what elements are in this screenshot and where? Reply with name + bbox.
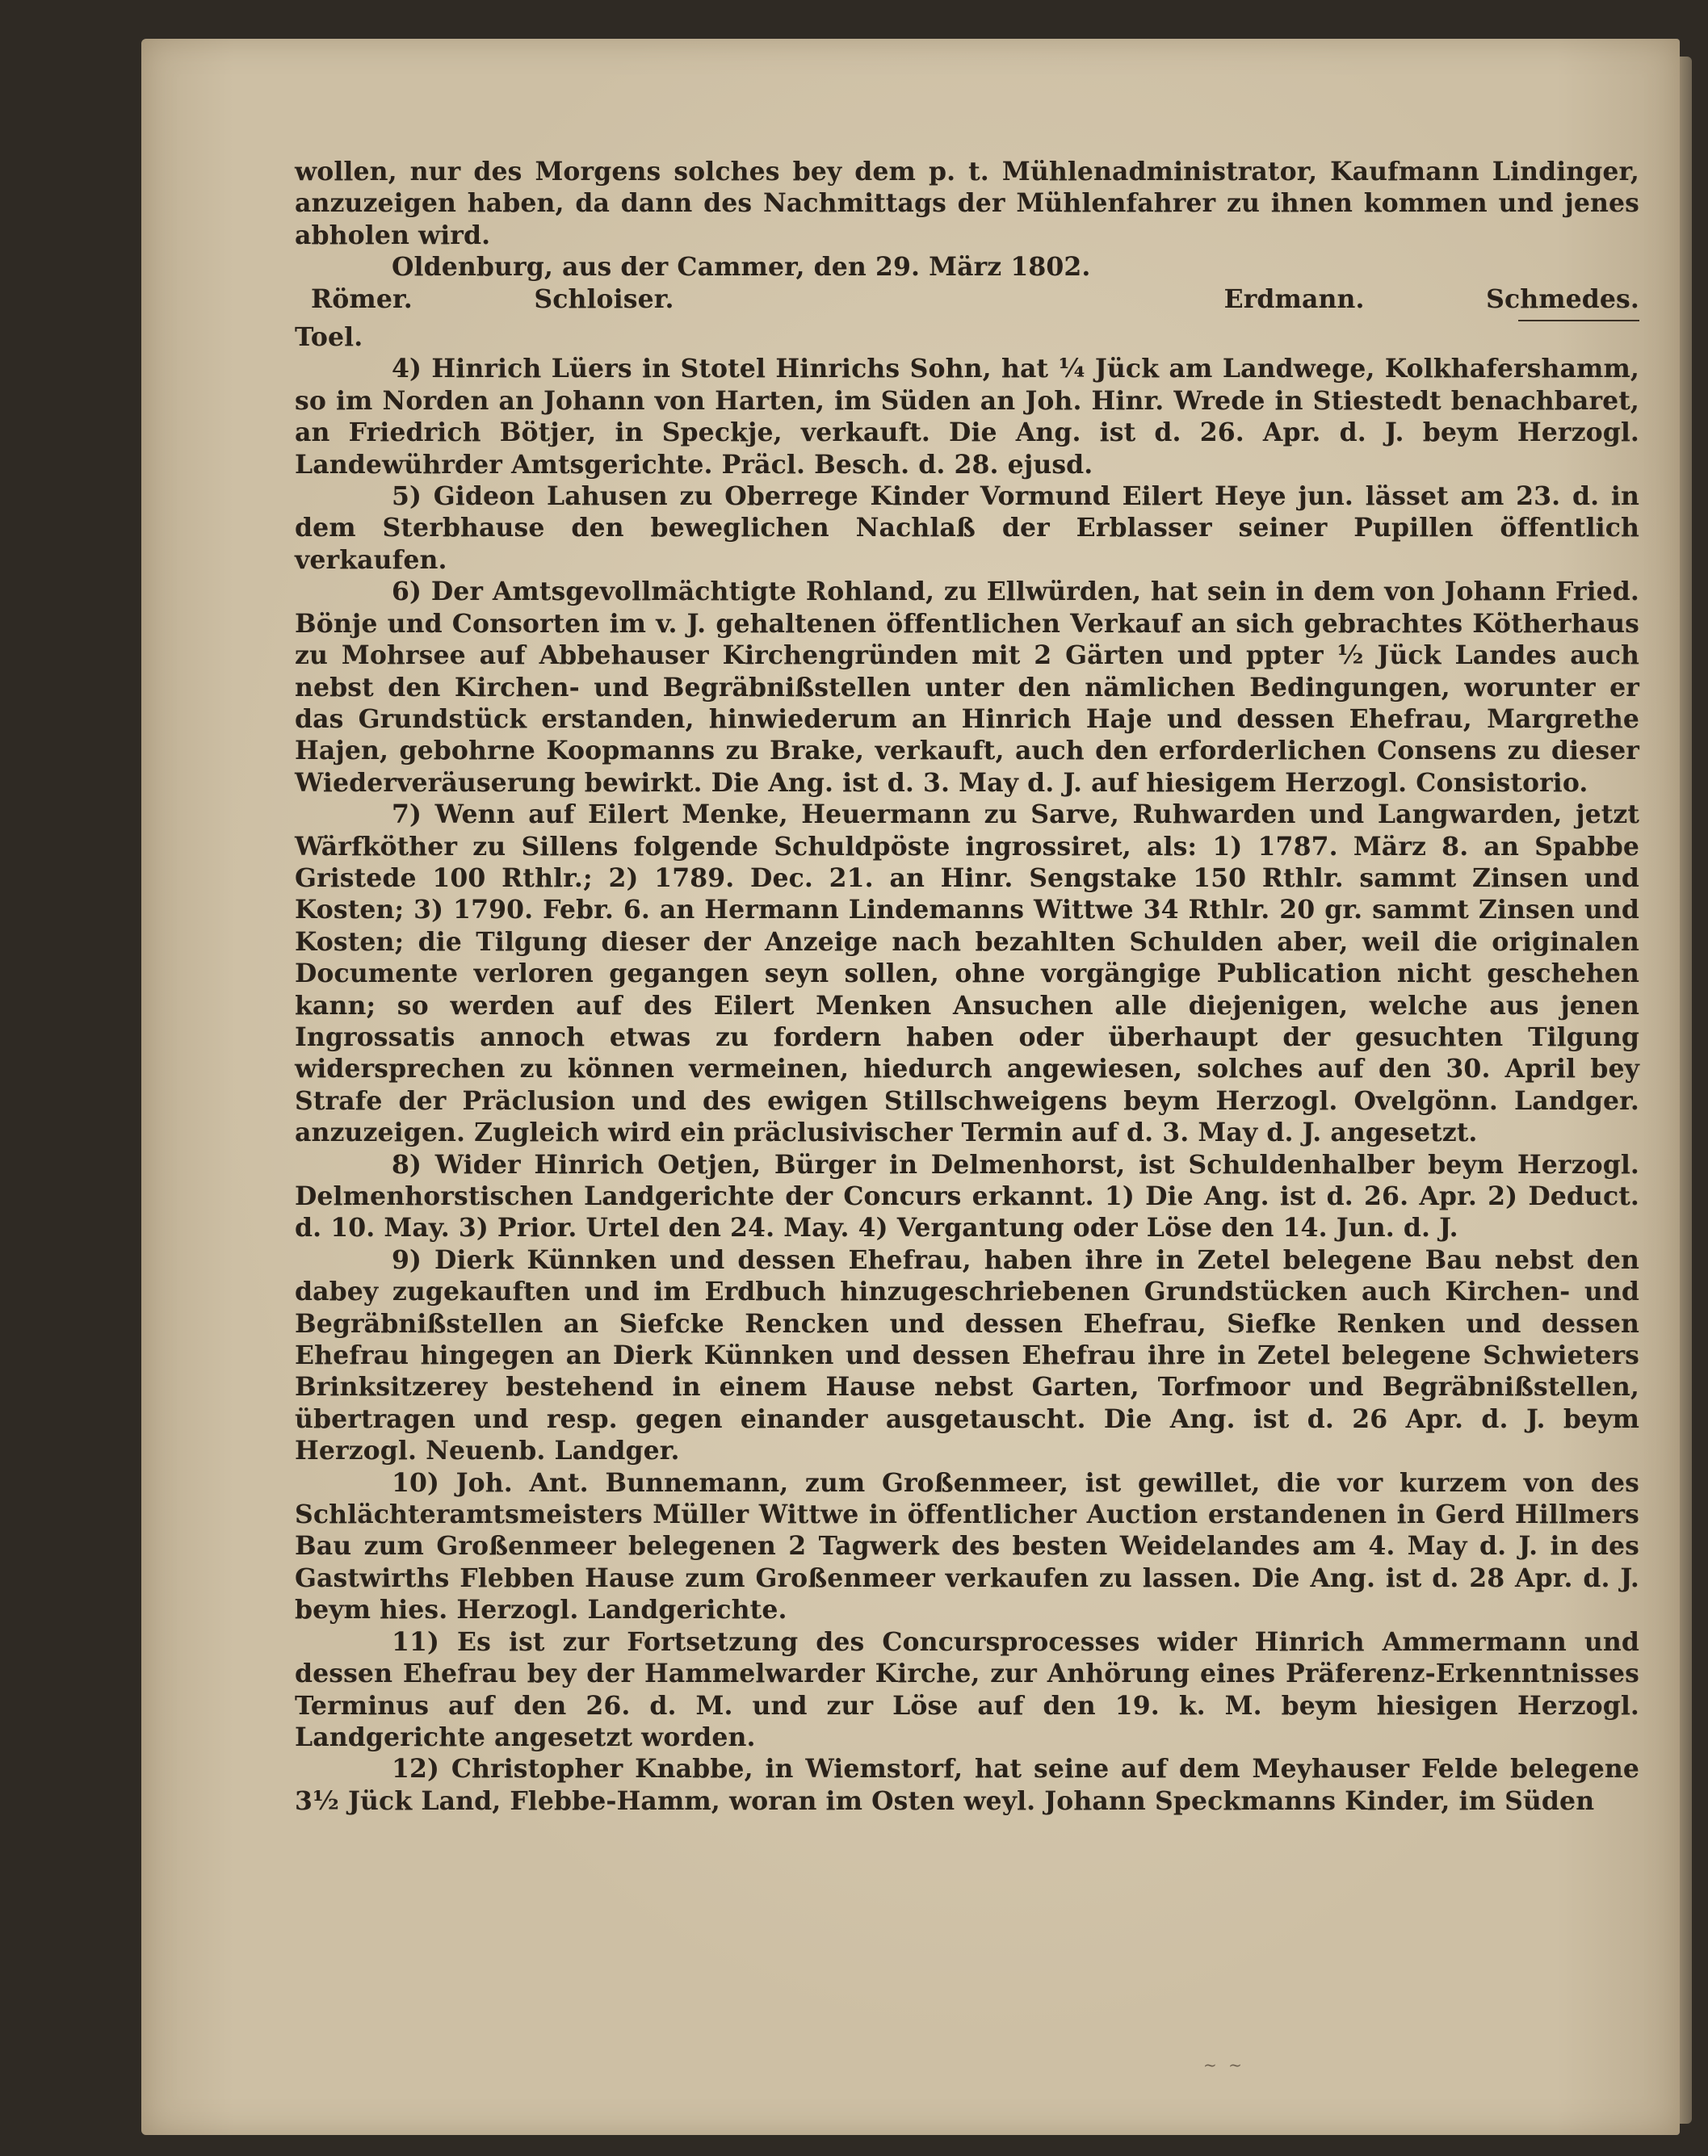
dateline: Oldenburg, aus der Cammer, den 29. März 1802. xyxy=(392,252,1091,283)
signature: Römer. xyxy=(311,283,413,314)
entry-paragraph: 10) Joh. Ant. Bunnemann, zum Großenmeer, ist gewillet, die vor kurzem von des Schlächteramtsmeisters Müller Wittwe in öffentlicher Auction erstandenen in Gerd Hillmers Bau zum Großenmeer belegenen 2 Tagwerk des besten Weidelandes am 4. May d. J. in des Gastwirths Flebben Hause zum Großenmeer verkaufen zu lassen. Die Ang. ist d. 28 Apr. d. J. beym hies. Herzogl. Landgerichte. xyxy=(295,1467,1639,1625)
entry-paragraph: 6) Der Amtsgevollmächtigte Rohland, zu Ellwürden, hat sein in dem von Johann Fried. Bönje und Consorten im v. J. gehaltenen öffentlichen Verkauf an sich gebrachtes Kötherhaus zu Mohrsee auf Abbehauser Kirchengründen mit 2 Gärten und ppter ½ Jück Landes auch nebst den Kirchen- und Begräbnißstellen unter den nämlichen Bedingungen, worunter er das Grundstück erstanden, hinwiederum an Hinrich Haje und dessen Ehefrau, Margrethe Hajen, gebohrne Koopmanns zu Brake, verkauft, auch den erforderlichen Consens zu dieser Wiederveräuserung bewirkt. Die Ang. ist d. 3. May d. J. auf hiesigem Herzogl. Consistorio. xyxy=(295,577,1639,798)
entry-paragraph: 5) Gideon Lahusen zu Oberrege Kinder Vormund Eilert Heye jun. lässet am 23. d. in dem Sterbhause den beweglichen Nachlaß der Erblasser seiner Pupillen öffentlich verkaufen. xyxy=(295,481,1639,575)
intro-paragraph: wollen, nur des Morgens solches bey dem p. t. Mühlenadministrator, Kaufmann Lindinger, anzuzeigen haben, da dann des Nachmittags der Mühlenfahrer zu ihnen kommen und jenes abholen wird. xyxy=(295,157,1639,250)
entry-paragraph: 12) Christopher Knabbe, in Wiemstorf, hat seine auf dem Meyhauser Felde belegene 3½ Jück Land, Flebbe-Hamm, woran im Osten weyl. Johann Speckmanns Kinder, im Süden xyxy=(295,1754,1639,1816)
signature-below: Toel. xyxy=(295,322,363,353)
signature: Erdmann. xyxy=(1223,283,1365,314)
entry-paragraph: 4) Hinrich Lüers in Stotel Hinrichs Sohn, hat ¼ Jück am Landwege, Kolkhafershamm, so im Norden an Johann von Harten, im Süden an Joh. Hinr. Wrede in Stiestedt benachbaret, an Friedrich Bötjer, in Speckje, verkauft. Die Ang. ist d. 26. Apr. d. J. beym Herzogl. Landewührder Amtsgerichte. Präcl. Besch. d. 28. ejusd. xyxy=(295,354,1639,480)
page-mark: ~ ~ xyxy=(1203,2055,1245,2074)
document-body xyxy=(295,156,1639,1817)
entry-paragraph: 11) Es ist zur Fortsetzung des Concursprocesses wider Hinrich Ammermann und dessen Ehefrau bey der Hammelwarder Kirche, zur Anhörung eines Präferenz-Erkenntnisses Terminus auf den 26. d. M. und zur Löse auf den 19. k. M. beym hiesigen Herzogl. Landgerichte angesetzt worden. xyxy=(295,1626,1639,1752)
entry-paragraph: 9) Dierk Künnken und dessen Ehefrau, haben ihre in Zetel belegene Bau nebst den dabey zugekauften und im Erdbuch hinzugeschriebenen Grundstücken auch Kirchen- und Begräbnißstellen an Siefcke Rencken und dessen Ehefrau, Siefke Renken und dessen Ehefrau hingegen an Dierk Künnken und dessen Ehefrau ihre in Zetel belegene Schwieters Brinksitzerey bestehend in einem Hause nebst Garten, Torfmoor und Begräbnißstellen, übertragen und resp. gegen einander ausgetauscht. Die Ang. ist d. 26 Apr. d. J. beym Herzogl. Neuenb. Landger. xyxy=(295,1244,1639,1466)
signature-row xyxy=(295,283,1639,315)
signature: Schloiser. xyxy=(534,283,674,314)
entry-paragraph: 7) Wenn auf Eilert Menke, Heuermann zu Sarve, Ruhwarden und Langwarden, jetzt Wärfköther zu Sillens folgende Schuldpöste ingrossiret, als: 1) 1787. März 8. an Spabbe Gristede 100 Rthlr.; 2) 1789. Dec. 21. an Hinr. Sengstake 150 Rthlr. sammt Zinsen und Kosten; 3) 1790. Febr. 6. an Hermann Lindemanns Wittwe 34 Rthlr. 20 gr. sammt Zinsen und Kosten; die Tilgung dieser der Anzeige nach bezahlten Schulden aber, weil die originalen Documente verloren gegangen seyn sollen, ohne vorgängige Publication nicht geschehen kann; so werden auf des Eilert Menken Ansuchen alle diejenigen, welche aus jenen Ingrossatis annoch etwas zu fordern haben oder überhaupt der gesuchten Tilgung widersprechen zu können vermeinen, hiedurch angewiesen, solches auf den 30. April bey Strafe der Präclusion und des ewigen Stillschweigens beym Herzogl. Ovelgönn. Landger. anzuzeigen. Zugleich wird ein präclusivischer Termin auf d. 3. May d. J. angesetzt. xyxy=(295,799,1639,1148)
signature: Schmedes. xyxy=(1486,283,1639,314)
entry-paragraph: 8) Wider Hinrich Oetjen, Bürger in Delmenhorst, ist Schuldenhalber beym Herzogl. Delmenhorstischen Landgerichte der Concurs erkannt. 1) Die Ang. ist d. 26. Apr. 2) Deduct. d. 10. May. 3) Prior. Urtel den 24. May. 4) Vergantung oder Löse den 14. Jun. d. J. xyxy=(295,1149,1639,1244)
